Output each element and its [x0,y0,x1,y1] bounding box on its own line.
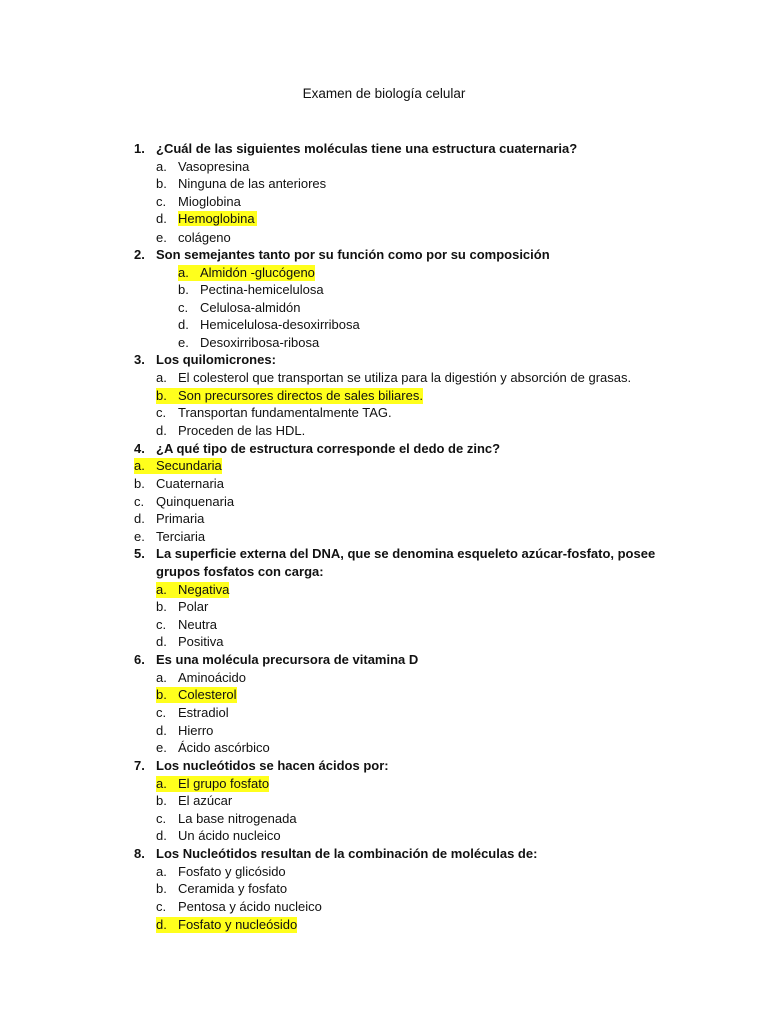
option-mark: a. [156,582,167,597]
option-8b [156,881,287,897]
option-1a [156,159,249,175]
option-mark: b. [156,881,167,896]
option-text: El colesterol que transportan se utiliza para la digestión y absorción de grasas. [178,370,632,385]
option-mark: a. [156,776,167,791]
option-text: Pectina-hemicelulosa [200,282,324,297]
option-4d [134,511,204,527]
option-text: Celulosa-almidón [200,300,301,315]
option-5d [156,634,224,650]
option-mark: b. [156,687,167,702]
question-text: Los nucleótidos se hacen ácidos por: [156,758,389,773]
option-text: Positiva [178,634,224,649]
option-mark: a. [156,159,167,174]
option-text: Hierro [178,723,214,738]
option-5b [156,599,208,615]
option-8a [156,864,286,880]
option-text: Vasopresina [178,159,250,174]
option-3c [156,405,392,421]
option-mark: a. [178,265,189,280]
option-text-highlighted: Hemoglobina [178,211,255,226]
option-4a [134,458,222,474]
option-text: Terciaria [156,529,206,544]
option-text: El azúcar [178,793,233,808]
page-title: Examen de biología celular [302,86,466,101]
option-text: La base nitrogenada [178,811,297,826]
option-mark: d. [178,317,189,332]
question-text-line-2: grupos fosfatos con carga: [156,564,324,579]
question-text: Los quilomicrones: [156,352,276,367]
option-text: Neutra [178,617,218,632]
option-mark: d. [156,634,167,649]
option-1b [156,176,326,192]
option-mark: e. [134,529,145,544]
option-text: Mioglobina [178,194,241,209]
option-text-highlighted: Almidón -glucógeno [200,265,315,280]
option-6b [156,687,237,703]
option-5c [156,617,217,633]
option-text: Aminoácido [178,670,246,685]
question-text: ¿A qué tipo de estructura corresponde el dedo de zinc? [156,441,501,456]
option-7b [156,793,232,809]
option-2c [178,300,300,316]
question-number: 8. [134,846,145,861]
option-text: colágeno [178,230,231,245]
option-mark: b. [156,388,167,403]
option-text-highlighted: Secundaria [156,458,222,473]
option-mark: b. [156,793,167,808]
option-1c [156,194,241,210]
option-7d [156,828,281,844]
option-1e [156,230,231,246]
option-text-highlighted: Son precursores directos de sales biliares. [178,388,423,403]
option-mark: c. [156,811,167,826]
question-number: 4. [134,441,145,456]
option-mark: d. [156,423,167,438]
question-5-continuation [156,564,324,580]
option-text: Polar [178,599,209,614]
option-text: Ceramida y fosfato [178,881,288,896]
option-text-highlighted: Fosfato y nucleósido [178,917,298,932]
option-mark: c. [156,194,167,209]
option-text-highlighted: Negativa [178,582,230,597]
option-mark: a. [156,370,167,385]
option-2d [178,317,360,333]
option-text: Un ácido nucleico [178,828,281,843]
option-6d [156,723,213,739]
option-text: Cuaternaria [156,476,224,491]
option-8c [156,899,322,915]
option-mark: d. [134,511,145,526]
option-text: Desoxirribosa-ribosa [200,335,320,350]
option-mark: c. [134,494,145,509]
option-4b [134,476,224,492]
option-2b [178,282,324,298]
option-4e [134,529,205,545]
option-mark: e. [156,230,167,245]
option-1d [156,211,257,227]
question-text: ¿Cuál de las siguientes moléculas tiene una estructura cuaternaria? [156,141,578,156]
option-mark: c. [178,300,189,315]
question-number: 5. [134,546,145,561]
option-text: Fosfato y glicósido [178,864,286,879]
question-number: 2. [134,247,145,262]
question-number: 3. [134,352,145,367]
option-text: Pentosa y ácido nucleico [178,899,322,914]
option-mark: b. [134,476,145,491]
option-text: Ácido ascórbico [178,740,270,755]
option-3b [156,388,423,404]
option-text-highlighted: El grupo fosfato [178,776,270,791]
option-mark: c. [156,405,167,420]
option-text: Ninguna de las anteriores [178,176,327,191]
option-text: Quinquenaria [156,494,235,509]
option-2e [178,335,319,351]
question-number: 6. [134,652,145,667]
option-3a [156,370,631,386]
question-text: La superficie externa del DNA, que se denomina esqueleto azúcar-fosfato, posee [156,546,656,561]
option-mark: d. [156,723,167,738]
option-7c [156,811,297,827]
option-mark: d. [156,917,167,932]
option-mark: b. [156,599,167,614]
option-7a [156,776,269,792]
question-number: 7. [134,758,145,773]
option-mark: e. [178,335,189,350]
question-text: Son semejantes tanto por su función como por su composición [156,247,550,262]
option-mark: c. [156,617,167,632]
option-mark: a. [134,458,145,473]
option-mark: d. [156,828,167,843]
option-mark: e. [156,740,167,755]
question-number: 1. [134,141,145,156]
option-text: Estradiol [178,705,229,720]
option-2a [178,265,315,281]
question-text: Es una molécula precursora de vitamina D [156,652,419,667]
option-mark: b. [178,282,189,297]
option-mark: b. [156,176,167,191]
option-text: Transportan fundamentalmente TAG. [178,405,392,420]
option-6c [156,705,229,721]
option-6e [156,740,270,756]
option-text: Primaria [156,511,205,526]
option-6a [156,670,246,686]
option-text: Hemicelulosa-desoxirribosa [200,317,360,332]
option-mark: a. [156,670,167,685]
question-text: Los Nucleótidos resultan de la combinación de moléculas de: [156,846,538,861]
option-mark: c. [156,705,167,720]
option-4c [134,494,234,510]
option-text: Proceden de las HDL. [178,423,306,438]
option-8d [156,917,297,933]
option-mark: d. [156,211,167,226]
option-text-highlighted: Colesterol [178,687,237,702]
option-mark: c. [156,899,167,914]
option-5a [156,582,229,598]
option-mark: a. [156,864,167,879]
option-3d [156,423,305,439]
